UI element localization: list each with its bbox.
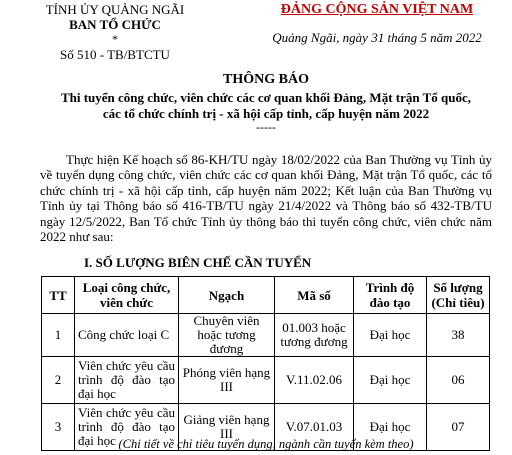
- cell-rank: Phóng viên hạng III: [179, 357, 275, 404]
- header-code: Mã số: [275, 277, 354, 314]
- cell-tt: 3: [42, 404, 75, 451]
- cell-rank: Chuyên viên hoặc tương đương: [179, 314, 275, 357]
- cell-tt: 1: [42, 314, 75, 357]
- cell-quota: 06: [427, 357, 490, 404]
- place-date: Quảng Ngãi, ngày 31 tháng 5 năm 2022: [272, 30, 482, 45]
- cell-type: Công chức loại C: [75, 314, 179, 357]
- header-rank: Ngạch: [179, 277, 275, 314]
- table-row: [42, 314, 490, 357]
- cell-type: Viên chức yêu cầu trình độ đào tạo đại học: [75, 357, 179, 404]
- cell-tt: 2: [42, 357, 75, 404]
- cell-level: Đại học: [354, 404, 427, 451]
- cell-quota: 07: [427, 404, 490, 451]
- cell-level: Đại học: [354, 357, 427, 404]
- department-name: BAN TỔ CHỨC: [69, 17, 161, 32]
- header-star: *: [112, 32, 118, 46]
- quota-table: [41, 276, 490, 451]
- document-number: Số 510 - TB/BTCTU: [60, 47, 170, 62]
- cell-code: V.11.02.06: [275, 357, 354, 404]
- document-subtitle-line2: các tổ chức chính trị - xã hội cấp tỉnh, cấp huyện năm 2022: [102, 106, 430, 121]
- header-quota: Số lượng (Chỉ tiêu): [427, 277, 490, 314]
- header-type: Loại công chức, viên chức: [75, 277, 179, 314]
- header-level: Trình độ đào tạo: [354, 277, 427, 314]
- document-subtitle-line1: Thi tuyển công chức, viên chức các cơ quan khối Đảng, Mặt trận Tổ quốc,: [60, 90, 472, 105]
- cell-code: 01.003 hoặc tương đương: [275, 314, 354, 357]
- header-tt: TT: [42, 277, 75, 314]
- title-divider: -----: [256, 120, 276, 134]
- cell-rank: Giảng viên hạng III: [179, 404, 275, 451]
- province-committee-name: TỈNH ỦY QUẢNG NGÃI: [45, 2, 185, 17]
- table-header-row: [42, 277, 490, 314]
- cell-code: V.07.01.03: [275, 404, 354, 451]
- cell-quota: 38: [427, 314, 490, 357]
- cell-type: Viên chức yêu cầu trình độ đào tạo đại học: [75, 404, 179, 451]
- intro-paragraph: Thực hiện Kế hoạch số 86-KH/TU ngày 18/02/2022 của Ban Thường vụ Tỉnh ủy về tuyển dụng công chức, viên chức các cơ quan khối Đảng, Mặt trận Tổ quốc, các tổ chức chính trị - xã hội cấp tỉnh, cấp huyện năm 2022; Kết luận của Ban Thường vụ Tỉnh ủy tại Thông báo số 416-TB/TU ngày 21/4/2022 và Thông báo số 432-TB/TU ngày 12/5/2022, Ban Tổ chức Tỉnh ủy thông báo thi tuyển công chức, viên chức năm 2022 như sau:: [40, 152, 492, 245]
- party-name: ĐẢNG CỘNG SẢN VIỆT NAM: [280, 2, 474, 17]
- section-heading: I. SỐ LƯỢNG BIÊN CHẾ CẦN TUYỂN: [84, 255, 312, 270]
- document-title: THÔNG BÁO: [223, 72, 309, 87]
- table-footnote: (Chi tiết về chỉ tiêu tuyển dụng, ngành cần tuyển kèm theo): [118, 437, 414, 451]
- table-row: [42, 357, 490, 404]
- cell-level: Đại học: [354, 314, 427, 357]
